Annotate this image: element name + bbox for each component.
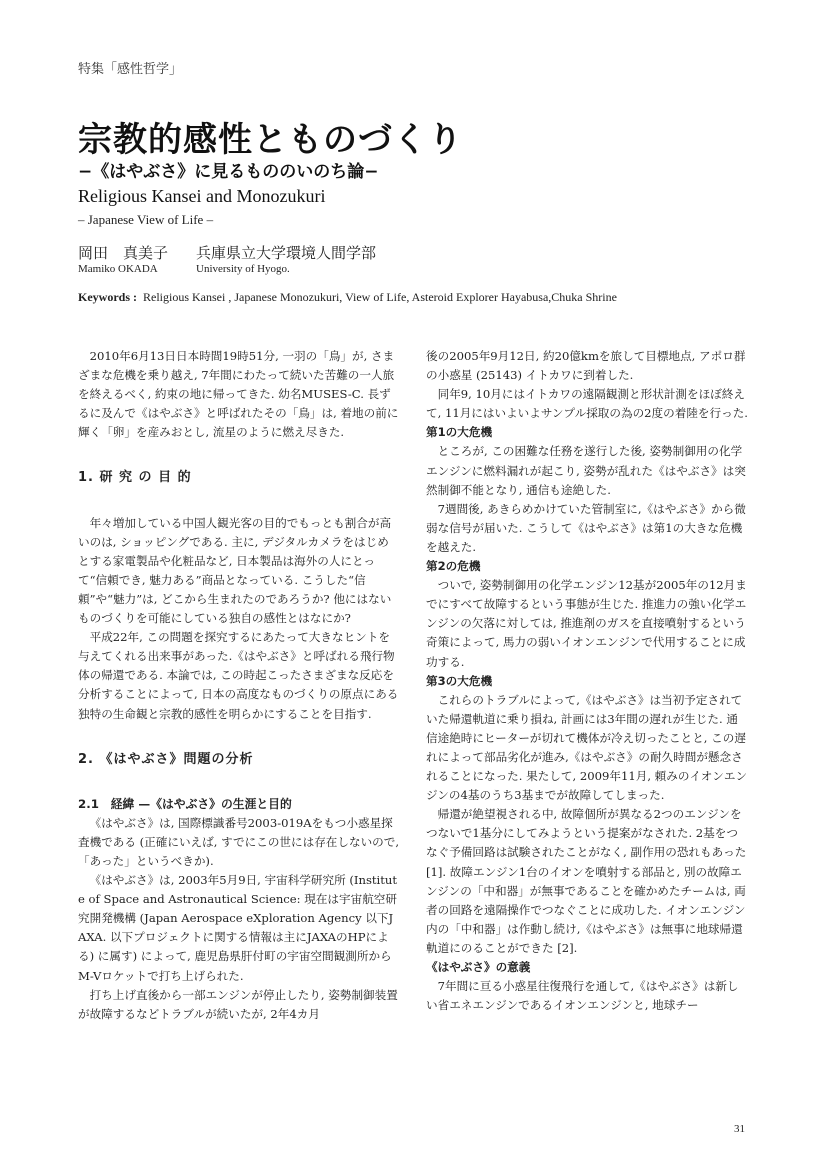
intro-paragraph: 2010年6月13日日本時間19時51分, 一羽の「鳥」が, さまざまな危機を乗り越え, 7年間にわたって続いた苦難の一人旅を終えるべく, 約束の地に帰ってきた. 幼名MUSES-C. 長ずるに及んで《はやぶさ》と呼ばれたその「鳥」は, 着地の前に輝く「卵」を産みおとし, 流星のように燃え尽きた.	[78, 349, 399, 440]
keywords-label: Keywords :	[78, 290, 137, 304]
section-1-heading: 1. 研 究 の 目 的	[78, 470, 192, 486]
body-paragraph: 後の2005年9月12日, 約20億kmを旅して目標地点, アポロ群の小惑星 (25143) イトカワに到着した.	[426, 349, 746, 383]
author-affiliation: 兵庫県立大学環境人間学部	[196, 244, 377, 262]
author-name-en: Mamiko OKADA	[78, 263, 158, 275]
section-2-1-paragraph: 《はやぶさ》は, 2003年5月9日, 宇宙科学研究所 (Institute of Space and Astronautical Science: 現在は宇宙航空研究開発機構 (Japan Aerospace eXploration Agency 以下JAXA. 以下プロジェクトに関する情報は主にJAXAのHPによる) に属す) によって, 鹿児島県肝付町の宇宙空間観測所からM-Vロケットで打ち上げられた.	[78, 873, 398, 983]
section-1-paragraph: 平成22年, この問題を探究するにあたって大きなヒントを与えてくれる出来事があった.《はやぶさ》と呼ばれる飛行物体の帰還である. 本論では, この時起こったさまざまな反応を分析することによって, 日本の高度なものづくりの原点にある独特の生命観と宗教的感性を明らかにすることを目指す.	[78, 630, 399, 721]
crisis-3-paragraph: 帰還が絶望視される中, 故障個所が異なる2つのエンジンをつないで1基分にしてみようという提案がなされた. 2基をつなぐ予備回路は試験されたことがなく, 副作用の恐れもあった [1]. 故障エンジン1台のイオンを噴射する部品と, 別の故障エンジンの「中和器」が無事であることを確かめたチームは, 両者の回路を遠隔操作でつなぐことに成功した. イオンエンジン内の「中和器」は作動し続け,《はやぶさ》は無事に地球帰還軌道にのることができた [2].	[426, 807, 747, 955]
significance-paragraph: 7年間に亘る小惑星往復飛行を通して,《はやぶさ》は新しい省エネエンジンであるイオンエンジンと, 地球チー	[426, 979, 739, 1013]
paper-title-en: Religious Kansei and Monozukuri	[78, 186, 326, 206]
series-label: 特集「感性哲学」	[78, 62, 183, 77]
section-1-paragraph: 年々増加している中国人観光客の目的でもっとも割合が高いのは, ショッピングである. 主に, デジタルカメラをはじめとする家電製品や化粧品など, 日本製品は海外の人にとって“信頼でき, 魅力ある”商品となっている. こうした“信頼”や“魅力”は, どこから生まれたのであろうか? 他にはないものづくりを可能にしている独自の感性とはなにか?	[78, 515, 392, 626]
crisis-2-paragraph: ついで, 姿勢制御用の化学エンジン12基が2005年の12月までにすべて故障するという事態が生じた. 推進力の強い化学エンジンの欠落に対しては, 推進剤のガスを直接噴射するという奇策によって, 馬力の弱いイオンエンジンで代用することに成功する.	[426, 578, 747, 669]
crisis-1-paragraph: ところが, この困難な任務を遂行した後, 姿勢制御用の化学エンジンに燃料漏れが起こり, 姿勢が乱れた《はやぶさ》は突然制御不能となり, 通信も途絶した.	[426, 444, 746, 497]
significance-heading: 《はやぶさ》の意義	[426, 960, 531, 974]
author-name: 岡田 真美子	[78, 244, 169, 262]
keywords	[78, 290, 617, 305]
crisis-1-heading: 第1の大危機	[426, 425, 493, 440]
body-paragraph: 同年9, 10月にはイトカワの遠隔観測と形状計測をほぼ終えて, 11月にはいよいよサンプル採取の為の2度の着陸を行った.	[426, 387, 748, 421]
crisis-3-paragraph: これらのトラブルによって,《はやぶさ》は当初予定されていた帰還軌道に乗り損ね, 計画には3年間の遅れが生じた. 通信途絶時にヒーターが切れて機体が冷え切ったことと, この遅れによって部品劣化が進み,《はやぶさ》の耐久時間が懸念されることになった. 果たして, 2009年11月, 頼みのイオンエンジンの4基のうち3基までが故障してしまった.	[426, 692, 748, 803]
left-column	[78, 347, 400, 1024]
crisis-3-heading: 第3の大危機	[426, 673, 493, 688]
section-2-heading: 2. 《はやぶさ》問題の分析	[78, 751, 254, 767]
author-affiliation-en: University of Hyogo.	[196, 263, 290, 275]
page-number: 31	[734, 1123, 745, 1135]
paper-subtitle: −《はやぶさ》に見るもののいのち論−	[78, 162, 379, 182]
section-2-1-paragraph: 打ち上げ直後から一部エンジンが停止したり, 姿勢制御装置が故障するなどトラブルが続いたが, 2年4カ月	[78, 987, 398, 1021]
paper-title: 宗教的感性とものづくり	[78, 120, 463, 160]
keywords-list: Religious Kansei , Japanese Monozukuri, View of Life, Asteroid Explorer Hayabusa,Chuka Shrine	[143, 290, 617, 304]
paper-subtitle-en: – Japanese View of Life –	[78, 212, 214, 227]
section-2-1-heading: 2.1 経緯 —《はやぶさ》の生涯と目的	[78, 796, 292, 811]
crisis-2-heading: 第2の危機	[426, 559, 481, 574]
crisis-1-paragraph: 7週間後, あきらめかけていた管制室に,《はやぶさ》から微弱な信号が届いた. こうして《はやぶさ》は第1の大きな危機を越えた.	[426, 501, 746, 554]
section-2-1-paragraph: 《はやぶさ》は, 国際標識番号2003-019Aをもつ小惑星探査機である (正確にいえば, すでにこの世には存在しないので,「あった」というべきか).	[78, 815, 400, 868]
right-column	[426, 347, 748, 1015]
